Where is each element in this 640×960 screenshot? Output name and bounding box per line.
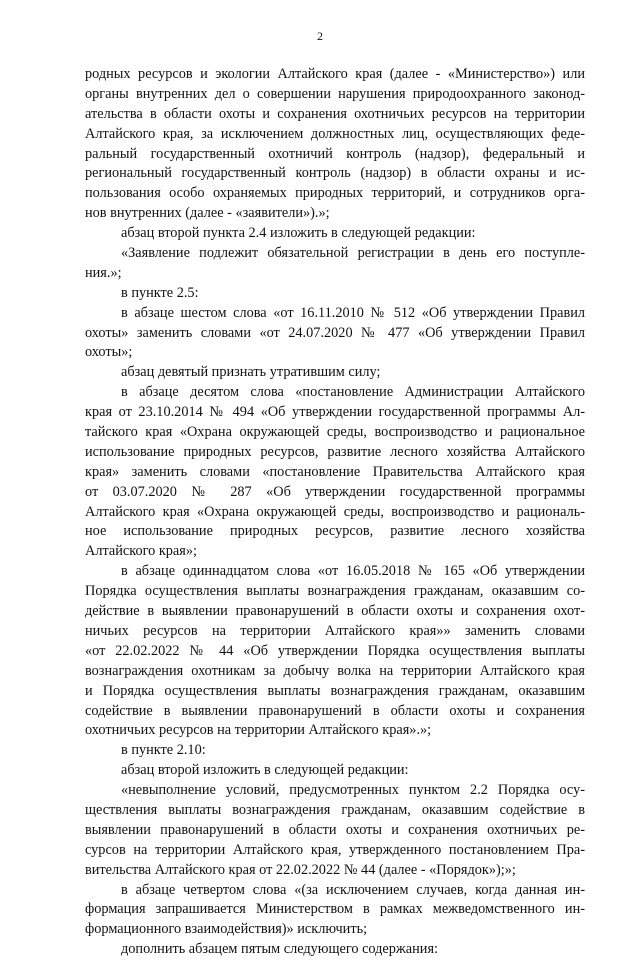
text-line: в абзаце четвертом слова «(за исключением случаев, когда данная ин-	[121, 881, 585, 898]
text-line: Алтайского края, за исключением должностных лиц, осуществляющих феде-	[85, 125, 585, 142]
text-line: действие в выявлении правонарушений в области охоты и сохранения охот-	[85, 603, 585, 620]
text-line: ное использование природных ресурсов, развитие лесного хозяйства	[85, 523, 585, 540]
text-line: абзац второй пункта 2.4 изложить в следующей редакции:	[121, 225, 476, 242]
page-number: 2	[317, 29, 323, 43]
text-line: формация запрашивается Министерством в рамках межведомственного ин-	[85, 901, 585, 918]
text-line: «невыполнение условий, предусмотренных пунктом 2.2 Порядка осу-	[121, 782, 585, 799]
text-line: абзац девятый признать утратившим силу;	[121, 364, 381, 381]
text-line: ничьих ресурсов на территории Алтайского края»» заменить словами	[85, 622, 585, 639]
text-line: формационного взаимодействия)» исключить;	[85, 921, 368, 938]
text-line: охоты» заменить словами «от 24.07.2020 № 477 «Об утверждении Правил	[85, 324, 585, 341]
text-line: абзац второй изложить в следующей редакции:	[121, 762, 409, 779]
text-line: ществления выплаты вознаграждения гражданам, оказавшим содействие в	[85, 801, 585, 818]
text-line: в абзаце шестом слова «от 16.11.2010 № 512 «Об утверждении Правил	[121, 304, 585, 321]
text-line: выявлении правонарушений в области охоты и сохранения охотничьих ре-	[85, 821, 585, 838]
text-line: в пункте 2.5:	[121, 284, 199, 301]
text-line: дополнить абзацем пятым следующего содержания:	[121, 941, 438, 958]
text-line: в абзаце десятом слова «постановление Администрации Алтайского	[121, 384, 585, 401]
text-line: и Порядка осуществления выплаты вознаграждения гражданам, оказавшим	[85, 682, 585, 699]
text-line: Порядка осуществления выплаты вознаграждения гражданам, оказавшим со-	[85, 583, 585, 600]
text-line: родных ресурсов и экологии Алтайского края (далее - «Министерство») или	[85, 66, 585, 82]
text-line: сурсов на территории Алтайского края, утвержденного постановлением Пра-	[85, 841, 585, 858]
text-line: края от 23.10.2014 № 494 «Об утверждении государственной программы Ал-	[85, 404, 585, 421]
text-line: от 03.07.2020 № 287 «Об утверждении государственной программы	[85, 483, 585, 500]
text-line: края» заменить словами «постановление Правительства Алтайского края	[85, 463, 585, 480]
text-line: содействие в выявлении правонарушений в области охоты и сохранения	[85, 702, 585, 719]
text-line: Алтайского края»;	[85, 543, 197, 560]
text-line: охоты»;	[85, 344, 133, 361]
text-line: Алтайского края «Охрана окружающей среды, воспроизводство и рациональ-	[85, 503, 585, 520]
text-line: «Заявление подлежит обязательной регистрации в день его поступле-	[121, 245, 585, 262]
text-line: вительства Алтайского края от 22.02.2022 № 44 (далее - «Порядок»);»;	[85, 861, 516, 878]
text-line: ательства в области охоты и сохранения охотничьих ресурсов на территории	[85, 105, 585, 122]
document-body	[85, 65, 585, 960]
text-line: «от 22.02.2022 № 44 «Об утверждении Порядка осуществления выплаты	[85, 642, 585, 659]
text-line: пользования особо охраняемых природных территорий, и сотрудников орга-	[85, 185, 585, 202]
text-line: ральный государственный охотничий контроль (надзор), федеральный и	[85, 145, 585, 162]
text-line: тайского края «Охрана окружающей среды, воспроизводство и рациональное	[85, 424, 585, 441]
text-line: вознаграждения охотникам за добычу волка на территории Алтайского края	[85, 662, 585, 679]
text-line: в абзаце одиннадцатом слова «от 16.05.2018 № 165 «Об утверждении	[121, 563, 585, 580]
text-line: в пункте 2.10:	[121, 742, 206, 759]
text-line: использование природных ресурсов, развитие лесного хозяйства Алтайского	[85, 443, 585, 460]
text-line: охотничьих ресурсов на территории Алтайского края».»;	[85, 722, 432, 739]
text-line: региональный государственный контроль (надзор) в области охраны и ис-	[85, 165, 585, 182]
text-line: органы внутренних дел о совершении нарушения природоохранного законод-	[85, 85, 585, 102]
text-line: нов внутренних (далее - «заявители»).»;	[85, 205, 330, 222]
text-line: ния.»;	[85, 264, 122, 281]
